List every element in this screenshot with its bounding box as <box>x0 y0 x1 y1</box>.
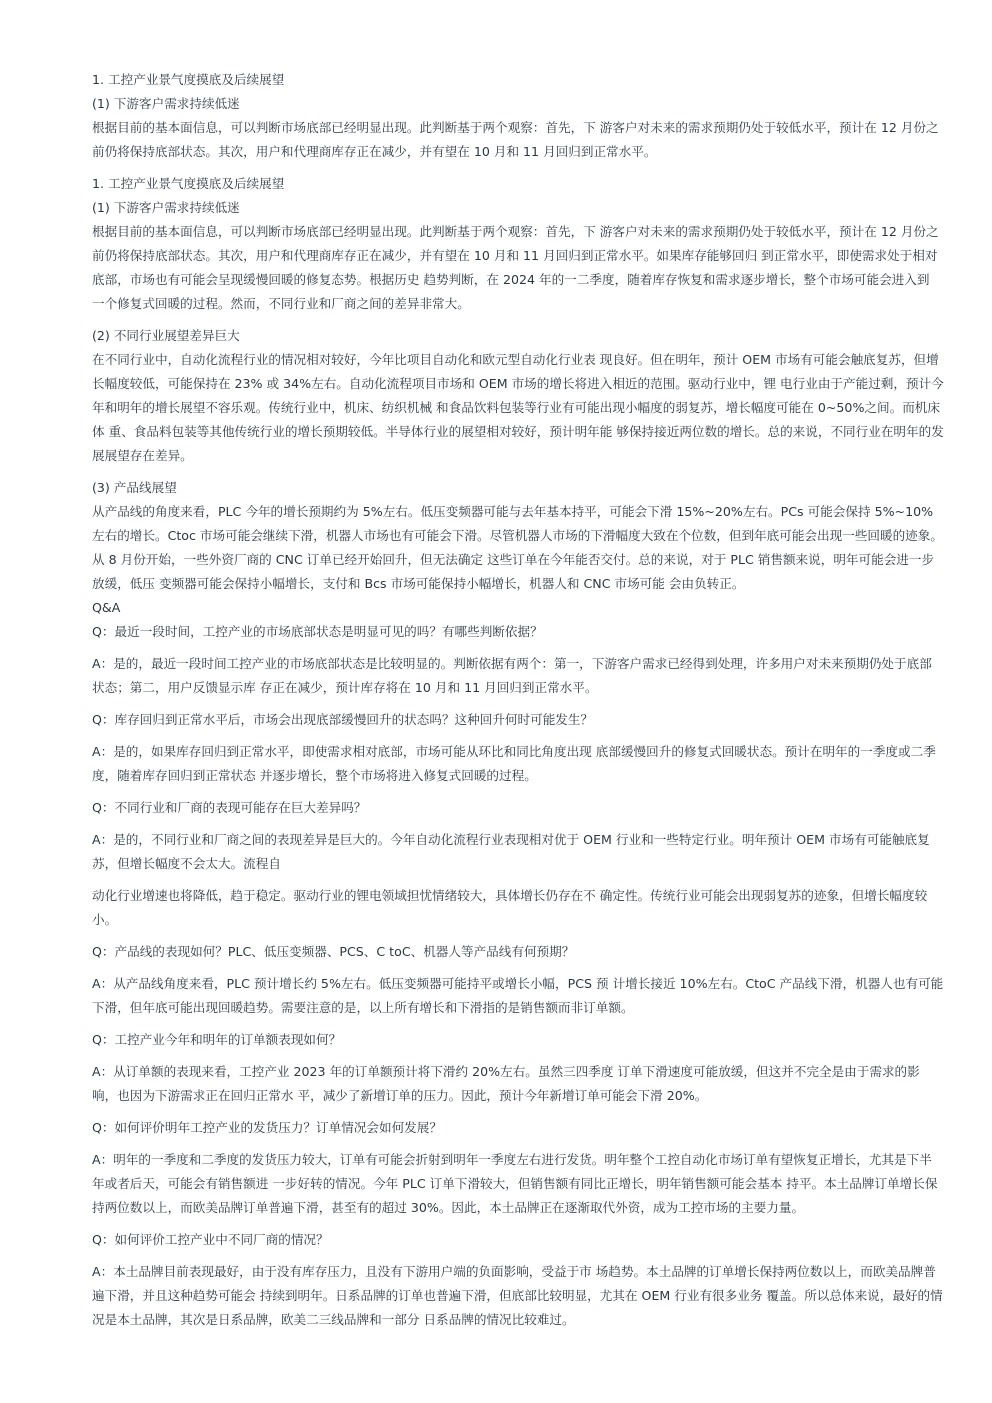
question: Q：不同行业和厂商的表现可能存在巨大差异吗？ <box>92 800 367 815</box>
answer: A：从订单额的表现来看，工控产业 2023 年的订单额预计将下滑约 20%左右。虽然三四季度 订单下滑速度可能放缓，但这并不完全是由于需求的影响，也因为下游需求正在回归正常水 平，减少了新增订单的压力。因此，预计今年新增订单可能会下滑 20%。 <box>92 1064 920 1103</box>
document-page <box>92 68 944 1332</box>
section-heading: 1. 工控产业景气度摸底及后续展望 <box>92 176 285 191</box>
answer: A：明年的一季度和二季度的发货压力较大，订单有可能会折射到明年一季度左右进行发货。明年整个工控自动化市场订单有望恢复正增长，尤其是下半年或者后天，可能会有销售额进 一步好转的情况。今年 PLC 订单下滑较大，但销售额有同比正增长，明年销售额可能会基本 持平。本土品牌订单增长保持两位数以上，而欧美品牌订单普遍下滑，甚至有的超过 30%。因此，本土品牌正在逐渐取代外资，成为工控市场的主要力量。 <box>92 1152 938 1215</box>
question: Q：如何评价明年工控产业的发货压力？订单情况会如何发展？ <box>92 1120 442 1135</box>
body-paragraph: 根据目前的基本面信息，可以判断市场底部已经明显出现。此判断基于两个观察：首先，下 游客户对未来的需求预期仍处于较低水平，预计在 12 月份之前仍将保持底部状态。其次，用户和代理商库存正在减少，并有望在 10 月和 11 月回归到正常水平。如果库存能够回归 到正常水平，即使需求处于相对底部，市场也有可能会呈现缓慢回暖的修复态势。根据历史 趋势判断，在 2024 年的一二季度，随着库存恢复和需求逐步增长，整个市场可能会进入到 一个修复式回暖的过程。然而，不同行业和厂商之间的差异非常大。 <box>92 224 939 311</box>
body-paragraph: 从产品线的角度来看，PLC 今年的增长预期约为 5%左右。低压变频器可能与去年基本持平，可能会下滑 15%~20%左右。PCs 可能会保持 5%~10%左右的增长。Ctoc 市场可能会继续下滑，机器人市场也有可能会下滑。尽管机器人市场的下滑幅度大致在个位数，但到年底可能会出现一些回暖的迹象。从 8 月份开始，一些外资厂商的 CNC 订单已经开始回升，但无法确定 这些订单在今年能否交付。总的来说，对于 PLC 销售额来说，明年可能会进一步放缓，低压 变频器可能会保持小幅增长，支付和 Bcs 市场可能保持小幅增长，机器人和 CNC 市场可能 会由负转正。 <box>92 504 943 591</box>
question: Q：最近一段时间，工控产业的市场底部状态是明显可见的吗？有哪些判断依据？ <box>92 624 543 639</box>
subsection-heading: (1) 下游客户需求持续低迷 <box>92 96 240 111</box>
subsection-heading: (1) 下游客户需求持续低迷 <box>92 200 240 215</box>
subsection-heading: (2) 不同行业展望差异巨大 <box>92 328 240 343</box>
answer: A：本土品牌目前表现最好，由于没有库存压力，且没有下游用户端的负面影响，受益于市 场趋势。本土品牌的订单增长保持两位数以上，而欧美品牌普遍下滑，并且这种趋势可能会 持续到明年。日系品牌的订单也普遍下滑，但底部比较明显，尤其在 OEM 行业有很多业务 覆盖。所以总体来说，最好的情况是本土品牌，其次是日系品牌，欧美二三线品牌和一部分 日系品牌的情况比较难过。 <box>92 1264 943 1327</box>
question: Q：工控产业今年和明年的订单额表现如何？ <box>92 1032 342 1047</box>
body-paragraph: 在不同行业中，自动化流程行业的情况相对较好，今年比项目自动化和欧元型自动化行业表 现良好。但在明年，预计 OEM 市场有可能会触底复苏，但增长幅度较低，可能保持在 23% 或 34%左右。自动化流程项目市场和 OEM 市场的增长将进入相近的范围。驱动行业中，锂 电行业由于产能过剩，预计今年和明年的增长展望不容乐观。传统行业中，机床、纺织机械 和食品饮料包装等行业有可能出现小幅度的弱复苏，增长幅度可能在 0~50%之间。而机床体 重、食品料包装等其他传统行业的增长预期较低。半导体行业的展望相对较好，预计明年能 够保持接近两位数的增长。总的来说，不同行业在明年的发展展望存在差异。 <box>92 352 944 463</box>
question: Q：库存回归到正常水平后，市场会出现底部缓慢回升的状态吗？这种回升何时可能发生？ <box>92 712 594 727</box>
question: Q：产品线的表现如何？PLC、低压变频器、PCS、C toC、机器人等产品线有何预期？ <box>92 944 575 959</box>
body-paragraph: 根据目前的基本面信息，可以判断市场底部已经明显出现。此判断基于两个观察：首先，下 游客户对未来的需求预期仍处于较低水平，预计在 12 月份之前仍将保持底部状态。其次，用户和代理商库存正在减少，并有望在 10 月和 11 月回归到正常水平。 <box>92 120 939 159</box>
subsection-heading: (3) 产品线展望 <box>92 480 177 495</box>
question: Q：如何评价工控产业中不同厂商的情况？ <box>92 1232 329 1247</box>
answer: A：是的，如果库存回归到正常水平，即使需求相对底部，市场可能从环比和同比角度出现 底部缓慢回升的修复式回暖状态。预计在明年的一季度或二季度，随着库存回归到正常状态 并逐步增长，整个市场将进入修复式回暖的过程。 <box>92 744 936 783</box>
answer-continued: 动化行业增速也将降低，趋于稳定。驱动行业的锂电领域担忧情绪较大，具体增长仍存在不 确定性。传统行业可能会出现弱复苏的迹象，但增长幅度较小。 <box>92 888 928 927</box>
answer: A：是的，不同行业和厂商之间的表现差异是巨大的。今年自动化流程行业表现相对优于 OEM 行业和一些特定行业。明年预计 OEM 市场有可能触底复苏，但增长幅度不会太大。流程自 <box>92 832 930 871</box>
answer: A：是的，最近一段时间工控产业的市场底部状态是比较明显的。判断依据有两个：第一，下游客户需求已经得到处理，许多用户对未来预期仍处于底部状态；第二，用户反馈显示库 存正在减少，预计库存将在 10 月和 11 月回归到正常水平。 <box>92 656 932 695</box>
qa-title: Q&A <box>92 600 121 615</box>
section-heading: 1. 工控产业景气度摸底及后续展望 <box>92 72 285 87</box>
answer: A：从产品线角度来看，PLC 预计增长约 5%左右。低压变频器可能持平或增长小幅，PCS 预 计增长接近 10%左右。CtoC 产品线下滑，机器人也有可能下滑，但年底可能出现回暖趋势。需要注意的是，以上所有增长和下滑指的是销售额而非订单额。 <box>92 976 944 1015</box>
